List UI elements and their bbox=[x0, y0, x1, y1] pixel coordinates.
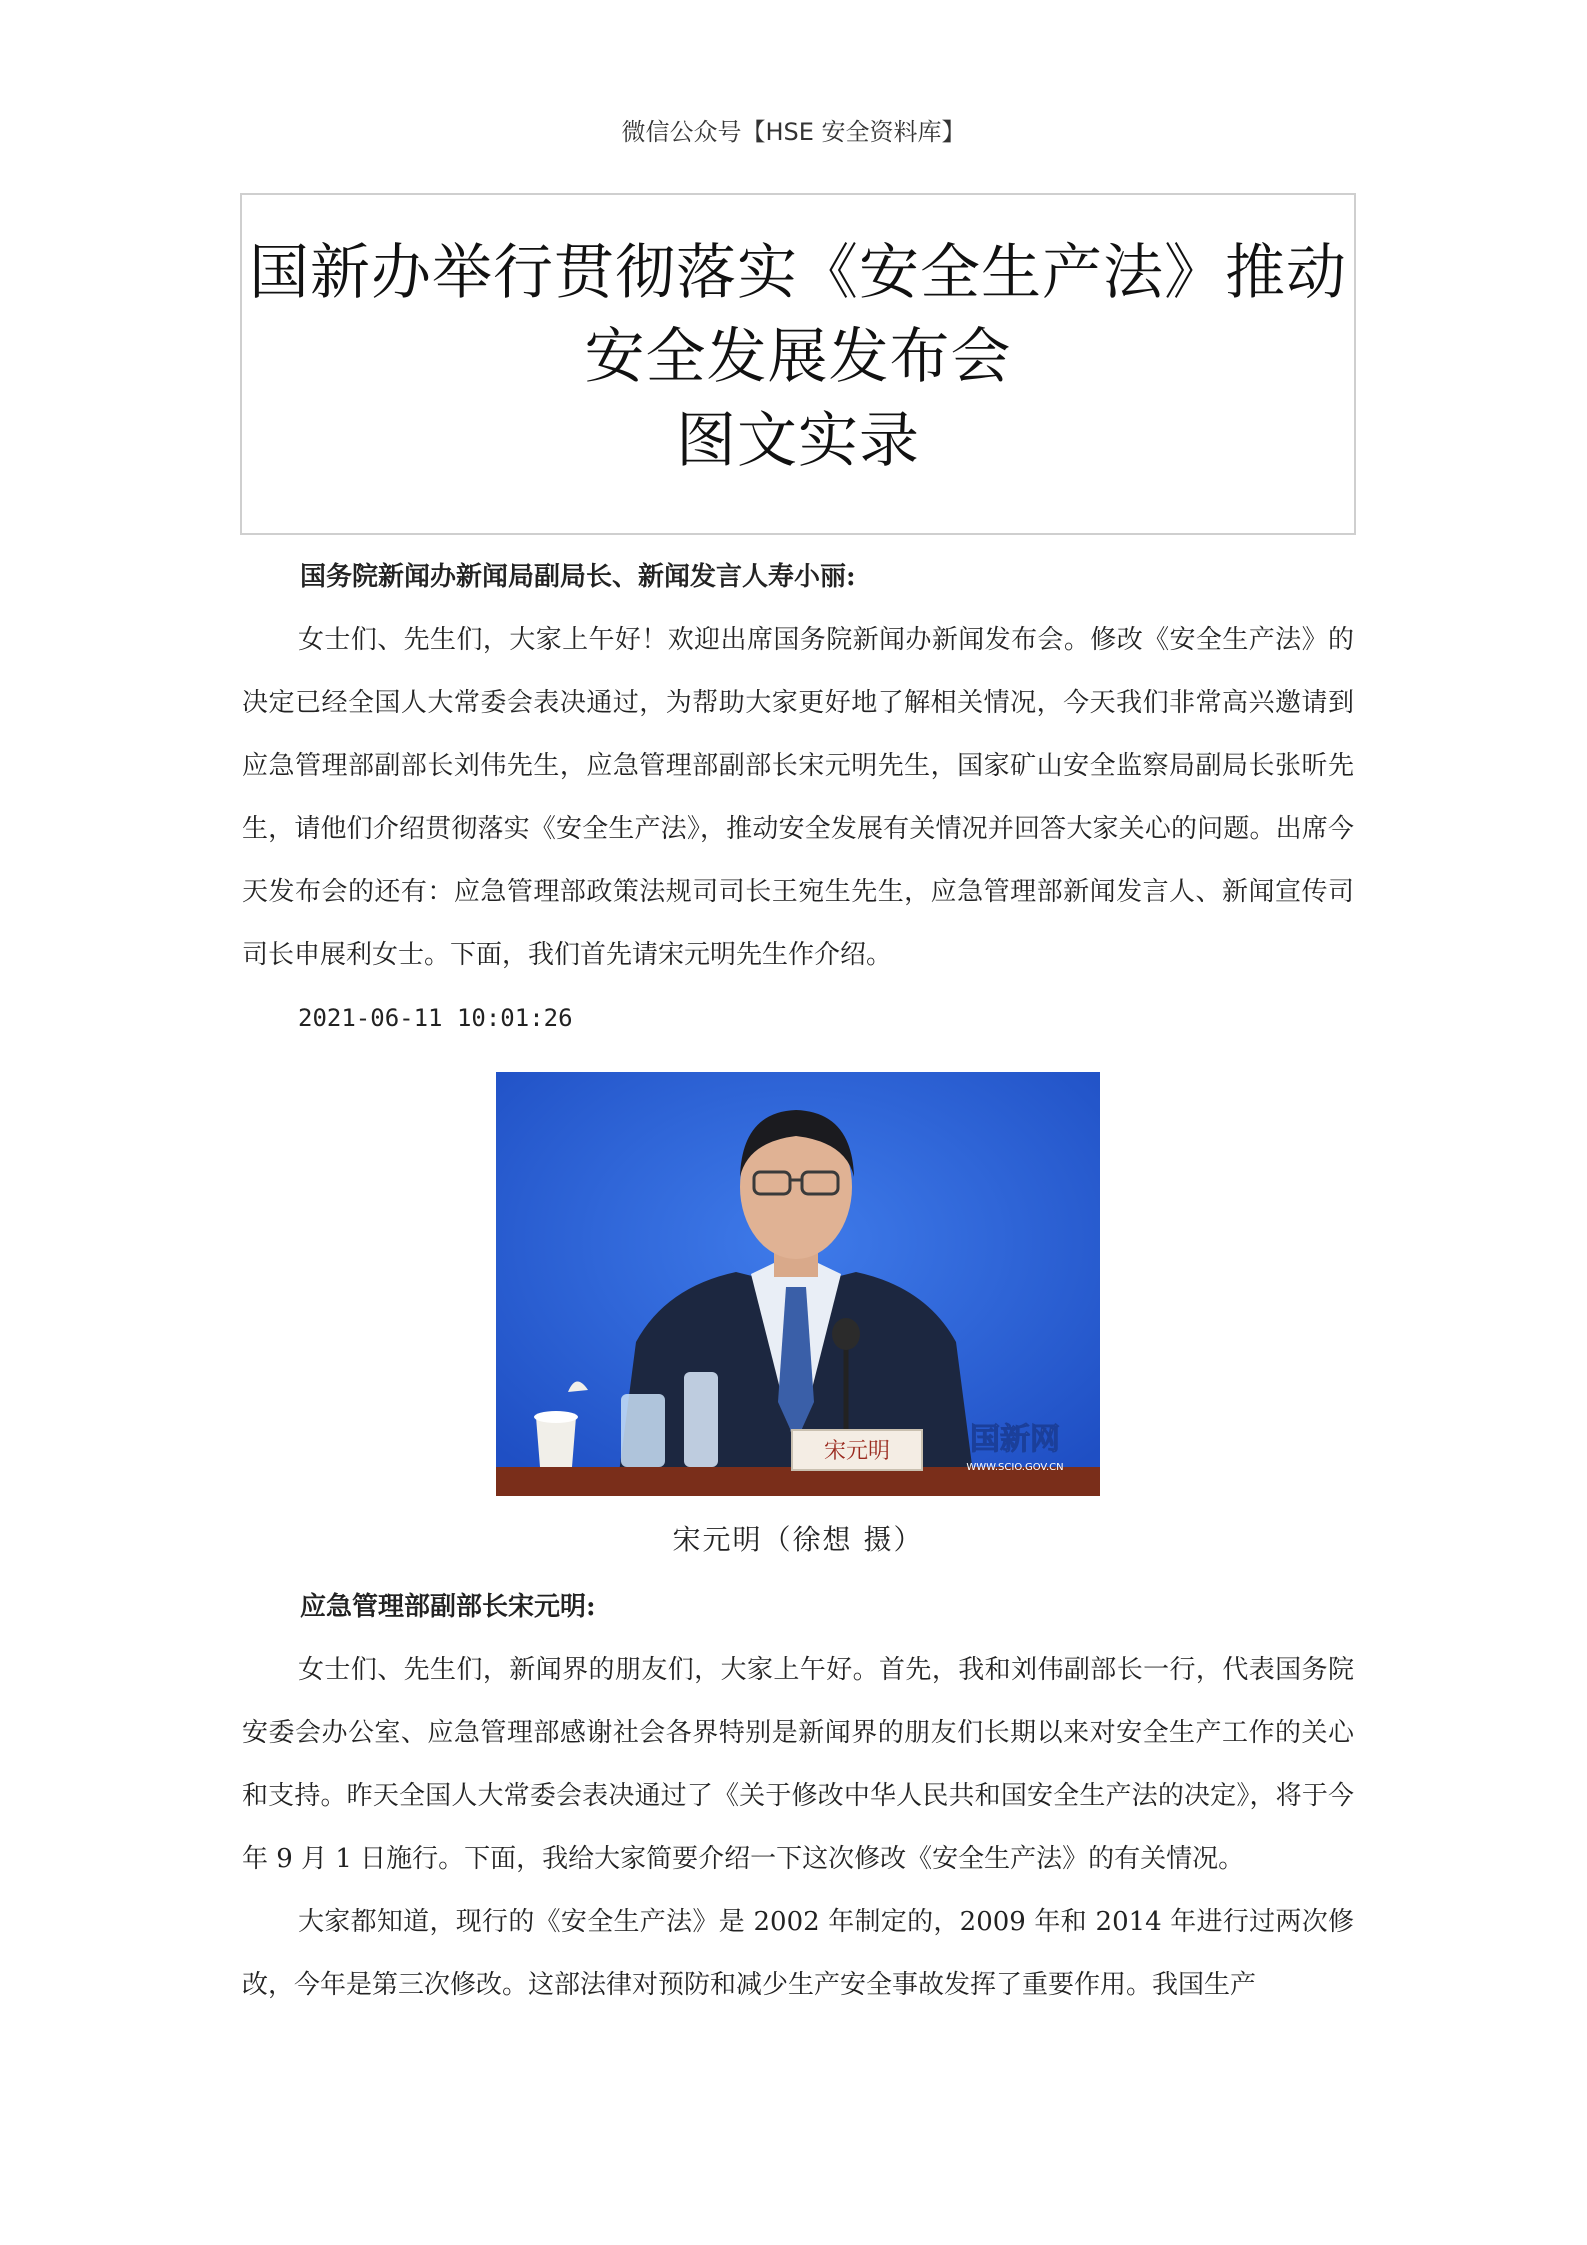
nameplate-text: 宋元明 bbox=[823, 1439, 891, 1464]
cup-shape bbox=[536, 1417, 576, 1467]
title-line-1: 国新办举行贯彻落实《安全生产法》推动 bbox=[249, 238, 1347, 308]
paragraph-3: 大家都知道，现行的《安全生产法》是 2002 年制定的，2009 年和 2014 年进行过两次修改，今年是第三次修改。这部法律对预防和减少生产安全事故发挥了重要作用。我国生产 bbox=[242, 1907, 1354, 2000]
watermark-url: WWW.SCIO.GOV.CN bbox=[966, 1462, 1064, 1473]
paragraph-2: 女士们、先生们，新闻界的朋友们，大家上午好。首先，我和刘伟副部长一行，代表国务院安委会办公室、应急管理部感谢社会各界特别是新闻界的朋友们长期以来对安全生产工作的关心和支持。昨天全国人大常委会表决通过了《关于修改中华人民共和国安全生产法的决定》，将于今年 9 月 1 日施行。下面，我给大家简要介绍一下这次修改《安全生产法》的有关情况。 bbox=[242, 1655, 1354, 1874]
photo-caption: 宋元明（徐想 摄） bbox=[672, 1523, 924, 1556]
water-bottle bbox=[684, 1372, 718, 1467]
paragraph-1: 女士们、先生们，大家上午好！欢迎出席国务院新闻办新闻发布会。修改《安全生产法》的决定已经全国人大常委会表决通过，为帮助大家更好地了解相关情况，今天我们非常高兴邀请到应急管理部副部长刘伟先生，应急管理部副部长宋元明先生，国家矿山安全监察局副局长张昕先生，请他们介绍贯彻落实《安全生产法》，推动安全发展有关情况并回答大家关心的问题。出席今天发布会的还有：应急管理部政策法规司司长王宛生先生，应急管理部新闻发言人、新闻宣传司司长申展利女士。下面，我们首先请宋元明先生作介绍。 bbox=[242, 625, 1354, 970]
water-glass-1 bbox=[621, 1394, 665, 1467]
watermark-logo: 国新网 bbox=[970, 1422, 1060, 1457]
article-body bbox=[242, 540, 1354, 2017]
title-line-3: 图文实录 bbox=[676, 406, 920, 476]
title-box bbox=[240, 193, 1356, 535]
microphone-shape bbox=[832, 1318, 860, 1350]
timestamp: 2021-06-11 10:01:26 bbox=[298, 1004, 573, 1032]
speaker-photo bbox=[496, 1072, 1100, 1496]
title-line-2: 安全发展发布会 bbox=[584, 322, 1012, 392]
speaker-1: 国务院新闻办新闻局副局长、新闻发言人寿小丽: bbox=[300, 562, 856, 592]
wechat-header-note: 微信公众号【HSE 安全资料库】 bbox=[621, 118, 966, 146]
speaker-2: 应急管理部副部长宋元明: bbox=[300, 1592, 596, 1622]
